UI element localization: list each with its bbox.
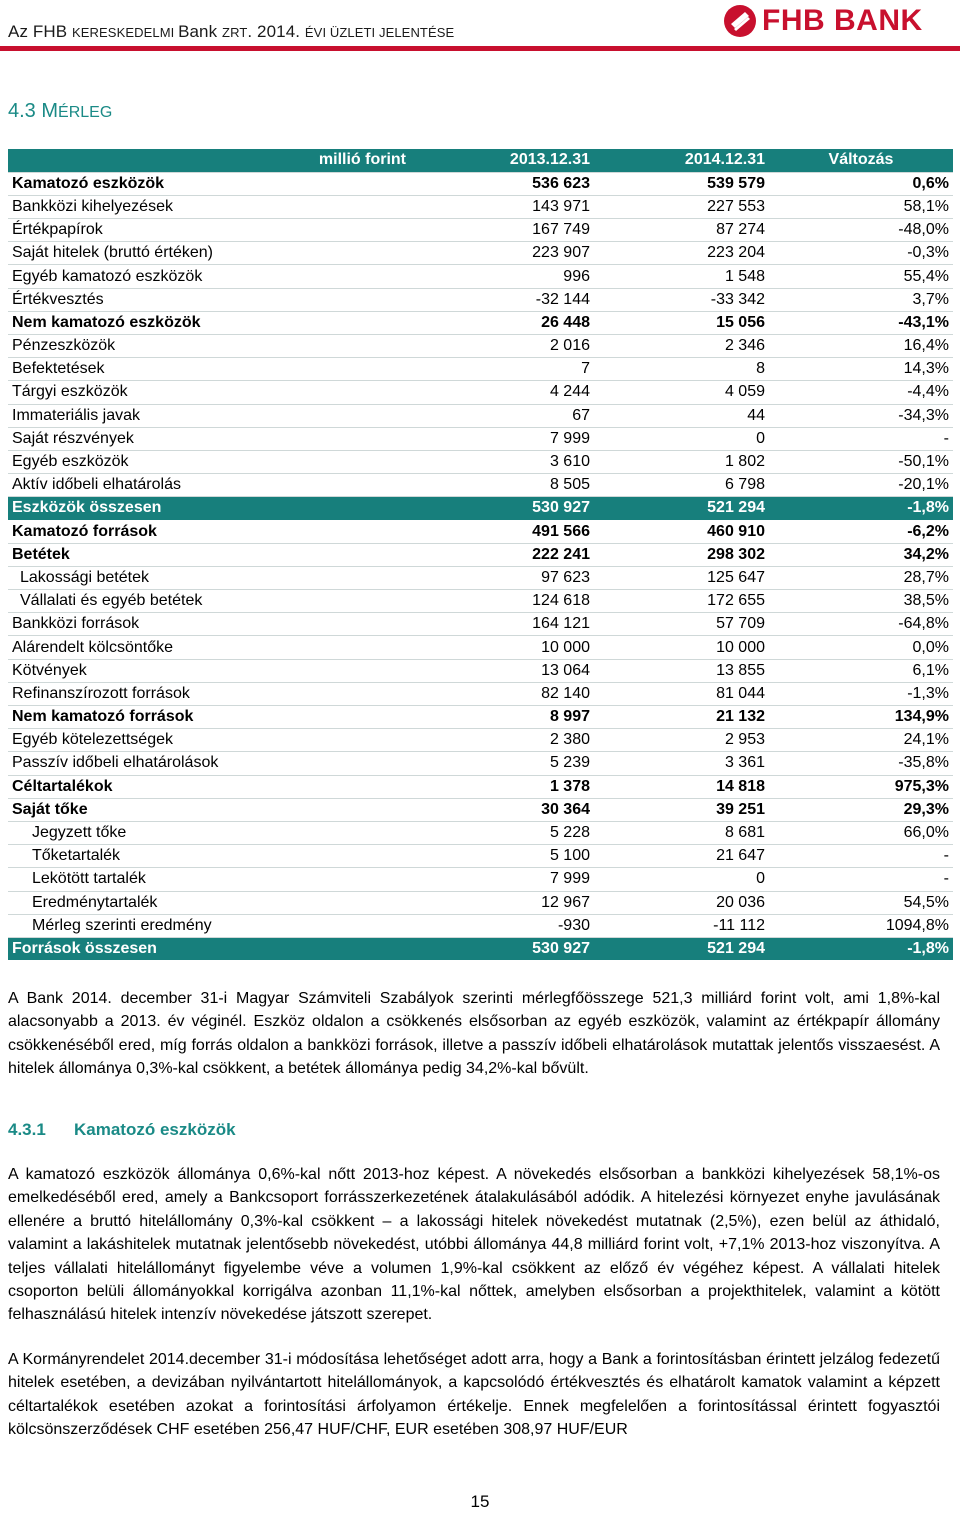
value-2014: 223 204 xyxy=(594,242,769,265)
value-2014: 227 553 xyxy=(594,195,769,218)
row-label: Eszközök összesen xyxy=(8,497,428,520)
value-2014: 521 294 xyxy=(594,937,769,960)
table-row xyxy=(8,845,953,868)
value-change: 0,0% xyxy=(769,636,953,659)
value-2013: -930 xyxy=(428,914,594,937)
row-label: Jegyzett tőke xyxy=(8,821,428,844)
table-row xyxy=(8,450,953,473)
value-2014: 39 251 xyxy=(594,798,769,821)
report-title: Az FHB KERESKEDELMI Bank ZRT. 2014. ÉVI ÜZLETI JELENTÉSE xyxy=(8,22,455,41)
value-2014: 87 274 xyxy=(594,219,769,242)
value-2014: 44 xyxy=(594,404,769,427)
value-change: 134,9% xyxy=(769,706,953,729)
table-row xyxy=(8,427,953,450)
value-2013: 97 623 xyxy=(428,566,594,589)
header-divider xyxy=(0,46,960,51)
page-number: 15 xyxy=(470,1492,490,1511)
value-2014: 21 647 xyxy=(594,845,769,868)
row-label: Immateriális javak xyxy=(8,404,428,427)
value-2013: 12 967 xyxy=(428,891,594,914)
value-2014: 521 294 xyxy=(594,497,769,520)
row-label: Kamatozó eszközök xyxy=(8,172,428,195)
table-row xyxy=(8,195,953,218)
row-label: Aktív időbeli elhatárolás xyxy=(8,474,428,497)
row-label: Saját részvények xyxy=(8,427,428,450)
value-2014: -33 342 xyxy=(594,288,769,311)
value-2013: -32 144 xyxy=(428,288,594,311)
value-change: 54,5% xyxy=(769,891,953,914)
value-2014: 81 044 xyxy=(594,682,769,705)
value-change: 66,0% xyxy=(769,821,953,844)
value-2014: 3 361 xyxy=(594,752,769,775)
value-2013: 82 140 xyxy=(428,682,594,705)
row-label: Alárendelt kölcsöntőke xyxy=(8,636,428,659)
value-change: -48,0% xyxy=(769,219,953,242)
table-row xyxy=(8,335,953,358)
row-label: Saját tőke xyxy=(8,798,428,821)
value-2014: 4 059 xyxy=(594,381,769,404)
value-change: 55,4% xyxy=(769,265,953,288)
subsection-heading: 4.3.1 Kamatozó eszközök xyxy=(8,1120,236,1139)
value-2013: 7 999 xyxy=(428,868,594,891)
value-2013: 124 618 xyxy=(428,590,594,613)
value-change: - xyxy=(769,845,953,868)
government-decree-paragraph: A Kormányrendelet 2014.december 31-i módosítása lehetőséget adott arra, hogy a Bank a forintosításban érintett jelzálog fedezetű hitelek esetében, a devizában nyilvántartott hitelállományok, a kapcsolódó értékvesztés és elhatárolt kamatok valamint a képzett céltartalékok esetében azokat a forintosítási árfolyamon értékelje. Ennek megfelelően a forintosítással érintett fogyasztói kölcsönszerződések CHF esetében 256,47 HUF/CHF, EUR esetében 308,97 HUF/EUR xyxy=(8,1351,940,1439)
table-row xyxy=(8,474,953,497)
value-change: 24,1% xyxy=(769,729,953,752)
row-label: Refinanszírozott források xyxy=(8,682,428,705)
row-label: Betétek xyxy=(8,543,428,566)
value-2013: 996 xyxy=(428,265,594,288)
value-change: -1,3% xyxy=(769,682,953,705)
row-label: Lakossági betétek xyxy=(8,566,428,589)
value-change: - xyxy=(769,427,953,450)
table-row xyxy=(8,752,953,775)
value-change: 14,3% xyxy=(769,358,953,381)
value-2014: 2 953 xyxy=(594,729,769,752)
value-change: 16,4% xyxy=(769,335,953,358)
value-2013: 530 927 xyxy=(428,497,594,520)
row-label: Bankközi kihelyezések xyxy=(8,195,428,218)
value-2013: 164 121 xyxy=(428,613,594,636)
value-2014: 8 xyxy=(594,358,769,381)
table-row xyxy=(8,937,953,960)
value-change: 58,1% xyxy=(769,195,953,218)
row-label: Vállalati és egyéb betétek xyxy=(8,590,428,613)
row-label: Saját hitelek (bruttó értéken) xyxy=(8,242,428,265)
value-change: -1,8% xyxy=(769,497,953,520)
table-row xyxy=(8,729,953,752)
table-row xyxy=(8,914,953,937)
value-2013: 4 244 xyxy=(428,381,594,404)
value-2014: 21 132 xyxy=(594,706,769,729)
section-title: 4.3 MÉRLEG xyxy=(8,100,113,122)
value-2014: 14 818 xyxy=(594,775,769,798)
table-row xyxy=(8,242,953,265)
row-label: Nem kamatozó források xyxy=(8,706,428,729)
value-2014: 0 xyxy=(594,427,769,450)
value-2014: 539 579 xyxy=(594,172,769,195)
value-2014: 8 681 xyxy=(594,821,769,844)
table-row xyxy=(8,219,953,242)
table-row xyxy=(8,590,953,613)
value-change: 6,1% xyxy=(769,659,953,682)
table-row xyxy=(8,172,953,195)
value-2013: 223 907 xyxy=(428,242,594,265)
table-row xyxy=(8,706,953,729)
value-2013: 530 927 xyxy=(428,937,594,960)
value-2014: 1 802 xyxy=(594,450,769,473)
value-change: -64,8% xyxy=(769,613,953,636)
value-2013: 13 064 xyxy=(428,659,594,682)
row-label: Tárgyi eszközök xyxy=(8,381,428,404)
value-change: -0,3% xyxy=(769,242,953,265)
table-row xyxy=(8,358,953,381)
row-label: Egyéb kötelezettségek xyxy=(8,729,428,752)
table-row xyxy=(8,265,953,288)
value-change: -1,8% xyxy=(769,937,953,960)
value-change: -43,1% xyxy=(769,311,953,334)
row-label: Eredménytartalék xyxy=(8,891,428,914)
value-2013: 3 610 xyxy=(428,450,594,473)
value-2014: -11 112 xyxy=(594,914,769,937)
table-row xyxy=(8,868,953,891)
value-change: -50,1% xyxy=(769,450,953,473)
value-2013: 30 364 xyxy=(428,798,594,821)
value-2014: 172 655 xyxy=(594,590,769,613)
table-row xyxy=(8,613,953,636)
value-change: 1094,8% xyxy=(769,914,953,937)
value-2014: 57 709 xyxy=(594,613,769,636)
row-label: Bankközi források xyxy=(8,613,428,636)
table-row xyxy=(8,682,953,705)
table-row xyxy=(8,497,953,520)
value-change: 34,2% xyxy=(769,543,953,566)
logo-text: FHB BANK xyxy=(762,4,923,37)
header-unit: millió forint xyxy=(8,149,428,172)
value-change: - xyxy=(769,868,953,891)
value-2013: 5 228 xyxy=(428,821,594,844)
value-change: -4,4% xyxy=(769,381,953,404)
header-change: Változás xyxy=(769,149,953,172)
value-2014: 20 036 xyxy=(594,891,769,914)
row-label: Források összesen xyxy=(8,937,428,960)
table-row xyxy=(8,821,953,844)
row-label: Egyéb eszközök xyxy=(8,450,428,473)
table-row xyxy=(8,891,953,914)
header-2014: 2014.12.31 xyxy=(594,149,769,172)
value-2014: 13 855 xyxy=(594,659,769,682)
table-row xyxy=(8,566,953,589)
value-2013: 1 378 xyxy=(428,775,594,798)
value-change: 0,6% xyxy=(769,172,953,195)
value-2013: 2 016 xyxy=(428,335,594,358)
value-change: -35,8% xyxy=(769,752,953,775)
fhb-logo-icon xyxy=(724,5,756,37)
value-2014: 2 346 xyxy=(594,335,769,358)
value-2013: 8 997 xyxy=(428,706,594,729)
value-2014: 298 302 xyxy=(594,543,769,566)
value-2014: 1 548 xyxy=(594,265,769,288)
row-label: Tőketartalék xyxy=(8,845,428,868)
value-2013: 222 241 xyxy=(428,543,594,566)
row-label: Nem kamatozó eszközök xyxy=(8,311,428,334)
row-label: Mérleg szerinti eredmény xyxy=(8,914,428,937)
value-2014: 10 000 xyxy=(594,636,769,659)
value-change: 38,5% xyxy=(769,590,953,613)
interest-assets-paragraph: A kamatozó eszközök állománya 0,6%-kal nőtt 2013-hoz képest. A növekedés elsősorban a bankközi kihelyezések 58,1%-os emelkedéséből ered, amely a Bankcsoport forrásszerkezetének átalakulásából adódik. A hitelezési környezet enyhe javulásának ellenére a bruttó hitelállomány 0,3%-kal csökkent – a lakossági hitelek növekedést mutatnak (2,5%), ezen belül az áthidaló, valamint a lakáshitelek mutatnak jelentősebb növekedést, utóbbi állománya 44,8 milliárd forint volt, +7,1% 2013-hoz viszonyítva. A teljes vállalati hitelállományt figyelembe véve a volumen 1,9%-kal csökkent az előző év végéhez képest. A vállalati hitelek csoporton belüli állományokkal korrigálva azonban 11,1%-kal nőttek, amelyben elsősorban a projekthitelek, valamint a kötött felhasználású hitelek intenzív növekedése játszott szerepet. xyxy=(8,1166,940,1324)
header-2013: 2013.12.31 xyxy=(428,149,594,172)
value-change: 28,7% xyxy=(769,566,953,589)
row-label: Egyéb kamatozó eszközök xyxy=(8,265,428,288)
table-row xyxy=(8,311,953,334)
row-label: Befektetések xyxy=(8,358,428,381)
value-change: -34,3% xyxy=(769,404,953,427)
fhb-bank-logo xyxy=(724,4,923,38)
value-2014: 6 798 xyxy=(594,474,769,497)
value-change: 3,7% xyxy=(769,288,953,311)
table-row xyxy=(8,381,953,404)
value-2013: 10 000 xyxy=(428,636,594,659)
table-row xyxy=(8,659,953,682)
table-row xyxy=(8,543,953,566)
table-row xyxy=(8,404,953,427)
value-2013: 2 380 xyxy=(428,729,594,752)
row-label: Értékvesztés xyxy=(8,288,428,311)
value-2013: 491 566 xyxy=(428,520,594,543)
value-2013: 536 623 xyxy=(428,172,594,195)
value-change: -20,1% xyxy=(769,474,953,497)
value-2013: 7 999 xyxy=(428,427,594,450)
value-2013: 167 749 xyxy=(428,219,594,242)
table-row xyxy=(8,288,953,311)
row-label: Passzív időbeli elhatárolások xyxy=(8,752,428,775)
row-label: Értékpapírok xyxy=(8,219,428,242)
table-row xyxy=(8,798,953,821)
row-label: Céltartalékok xyxy=(8,775,428,798)
summary-paragraph: A Bank 2014. december 31-i Magyar Számviteli Szabályok szerinti mérlegfőösszege 521,3 milliárd forint volt, ami 1,8%-kal alacsonyabb a 2013. év véginél. Eszköz oldalon a csökkenés elsősorban az egyéb eszközök, valamint az értékpapír állomány csökkenéséből ered, míg forrás oldalon a bankközi források, illetve a passzív időbeli elhatárolások mutattak jelentős visszaesést. A hitelek állománya 0,3%-kal csökkent, a betétek állománya pedig 34,2%-kal bővült. xyxy=(8,990,940,1078)
value-2013: 7 xyxy=(428,358,594,381)
table-row xyxy=(8,775,953,798)
value-2013: 5 100 xyxy=(428,845,594,868)
value-change: 29,3% xyxy=(769,798,953,821)
value-change: -6,2% xyxy=(769,520,953,543)
row-label: Lekötött tartalék xyxy=(8,868,428,891)
value-change: 975,3% xyxy=(769,775,953,798)
value-2014: 125 647 xyxy=(594,566,769,589)
balance-sheet-table xyxy=(8,149,953,961)
value-2013: 67 xyxy=(428,404,594,427)
value-2013: 5 239 xyxy=(428,752,594,775)
value-2014: 0 xyxy=(594,868,769,891)
value-2013: 26 448 xyxy=(428,311,594,334)
table-row xyxy=(8,520,953,543)
value-2013: 8 505 xyxy=(428,474,594,497)
row-label: Kötvények xyxy=(8,659,428,682)
value-2013: 143 971 xyxy=(428,195,594,218)
value-2014: 15 056 xyxy=(594,311,769,334)
row-label: Kamatozó források xyxy=(8,520,428,543)
row-label: Pénzeszközök xyxy=(8,335,428,358)
value-2014: 460 910 xyxy=(594,520,769,543)
table-row xyxy=(8,636,953,659)
table-header-row xyxy=(8,149,953,172)
